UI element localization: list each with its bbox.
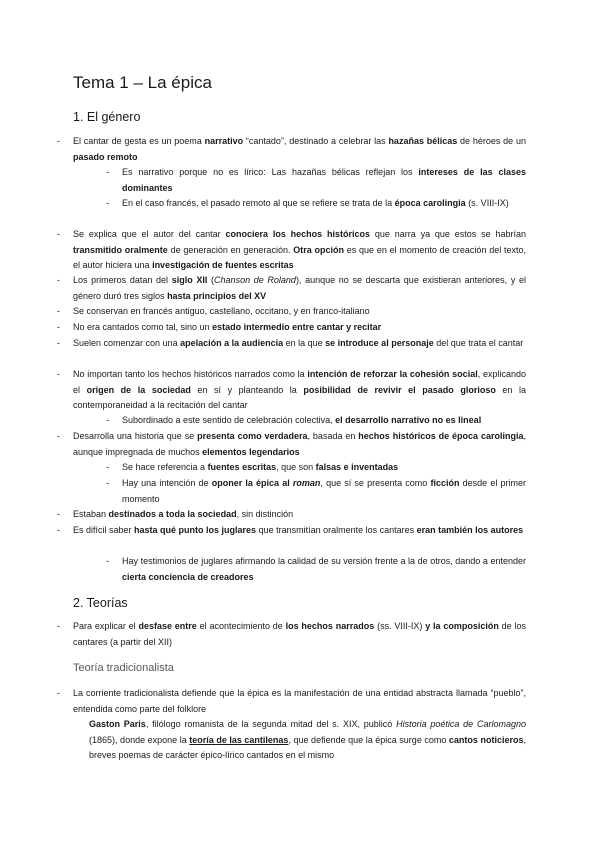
list-item: Para explicar el desfase entre el acontecimiento de los hechos narrados (ss. VIII-IX) y la composición de los cantares (a partir del XII) xyxy=(73,621,526,647)
list-item: En el caso francés, el pasado remoto al que se refiere se trata de la época carolingia (s. VIII-IX) xyxy=(122,198,509,208)
bullet-dash: - xyxy=(57,229,60,239)
section-heading-genero: 1. El género xyxy=(73,110,141,124)
bullet-dash: - xyxy=(106,167,109,177)
bullet-dash: - xyxy=(57,509,60,519)
list-item: Gaston Paris, filólogo romanista de la segunda mitad del s. XIX, publicó Historia poética de Carlomagno (1865), donde expone la teoría de las cantilenas, que defiende que la épica surge como cantos noticieros, breves poemas de carácter épico-lírico cantados en el mismo xyxy=(89,719,526,761)
list-item: Subordinado a este sentido de celebración colectiva, el desarrollo narrativo no es lineal xyxy=(122,415,482,425)
bullet-dash: - xyxy=(57,688,60,698)
bullet-dash: - xyxy=(57,369,60,379)
bullet-dash: - xyxy=(57,136,60,146)
list-item: Es difícil saber hasta qué punto los juglares que transmitían oralmente los cantares eran también los autores xyxy=(73,525,524,535)
list-item: Estaban destinados a toda la sociedad, sin distinción xyxy=(73,509,294,519)
bullet-dash: - xyxy=(57,431,60,441)
list-item: Los primeros datan del siglo XII (Chanson de Roland), aunque no se descarta que existieran anteriores, y el género duró tres siglos hasta principios del XV xyxy=(73,275,527,301)
bullet-dash: - xyxy=(106,198,109,208)
list-item: La corriente tradicionalista defiende que la épica es la manifestación de una entidad abstracta llamada “pueblo”, entendida como parte del folklore xyxy=(73,688,526,714)
subsection-heading-tradicionalista: Teoría tradicionalista xyxy=(73,662,174,674)
list-item: Suelen comenzar con una apelación a la audiencia en la que se introduce al personaje del que trata el cantar xyxy=(73,338,524,348)
list-item: El cantar de gesta es un poema narrativo “cantado”, destinado a celebrar las hazañas bélicas de héroes de un pasado remoto xyxy=(73,136,526,162)
bullet-dash: - xyxy=(106,478,109,488)
list-item: Hay testimonios de juglares afirmando la calidad de su versión frente a la de otros, dando a entender cierta conciencia de creadores xyxy=(122,556,526,582)
bullet-dash: - xyxy=(106,415,109,425)
bullet-dash: - xyxy=(57,322,60,332)
list-item: Se explica que el autor del cantar conociera los hechos históricos que narra ya que estos se habrían transmitido oralmente de generación en generación. Otra opción es que en el momento de creación del texto, el autor hiciera una investigación de fuentes escritas xyxy=(73,229,526,271)
list-item: No importan tanto los hechos históricos narrados como la intención de reforzar la cohesión social, explicando el origen de la sociedad en sí y planteando la posibilidad de revivir el pasado glorioso en la contemporaneidad a la recitación del cantar xyxy=(73,369,526,411)
bullet-dash: - xyxy=(57,275,60,285)
bullet-dash: - xyxy=(57,306,60,316)
page-title: Tema 1 – La épica xyxy=(73,73,212,92)
list-item: Se conservan en francés antiguo, castellano, occitano, y en franco-italiano xyxy=(73,306,370,316)
list-item: Es narrativo porque no es lírico: Las hazañas bélicas reflejan los intereses de las clases dominantes xyxy=(122,167,526,193)
list-item: No era cantados como tal, sino un estado intermedio entre cantar y recitar xyxy=(73,322,382,332)
section-heading-teorias: 2. Teorías xyxy=(73,596,128,610)
bullet-dash: - xyxy=(106,556,109,566)
list-item: Hay una intención de oponer la épica al roman, que sí se presenta como ficción desde el primer momento xyxy=(122,478,527,504)
bullet-dash: - xyxy=(57,621,60,631)
bullet-dash: - xyxy=(106,462,109,472)
list-item: Se hace referencia a fuentes escritas, que son falsas e inventadas xyxy=(122,462,399,472)
bullet-dash: - xyxy=(57,525,60,535)
bullet-dash: - xyxy=(57,338,60,348)
list-item: Desarrolla una historia que se presenta como verdadera, basada en hechos históricos de época carolingia, aunque impregnada de muchos elementos legendarios xyxy=(73,431,527,457)
